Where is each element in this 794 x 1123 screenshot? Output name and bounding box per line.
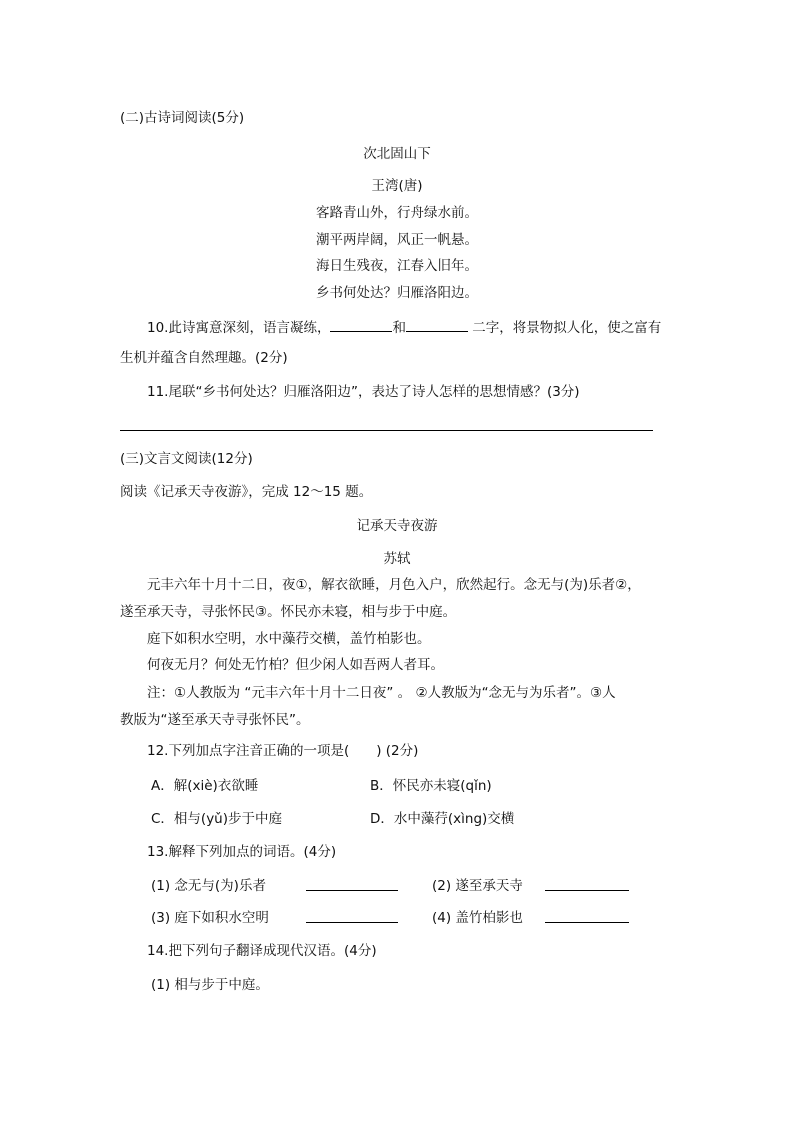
question-12: 12.下列加点字注音正确的一项是( ) (2分) (147, 743, 419, 759)
prose-title: 记承天寺夜游 (356, 518, 438, 534)
q10-text-end: 二字，将景物拟人化，使之富有 (467, 320, 662, 336)
q12-option-d[interactable]: D．水中藻荇(xìng)交横 (370, 811, 515, 827)
prose-author: 苏轼 (383, 551, 411, 567)
question-11: 11.尾联“乡书何处达？归雁洛阳边”，表达了诗人怎样的思想情感？(3分) (147, 384, 580, 400)
poem-line: 客路青山外，行舟绿水前。 (316, 205, 478, 221)
prose-note-cont: 教版为“遂至承天寺寻张怀民”。 (120, 712, 310, 728)
prose-paragraph-1-cont: 遂至承天寺，寻张怀民③。怀民亦未寝，相与步于中庭。 (120, 604, 457, 620)
q13-item: (2) 遂至承天寺 (432, 878, 523, 894)
q13-item: (1) 念无与(为)乐者 (151, 878, 266, 894)
question-10 (147, 317, 661, 337)
question-10-continued: 生机并蕴含自然理趣。(2分) (120, 350, 288, 366)
section2-heading: (二)古诗词阅读(5分) (120, 110, 245, 126)
poem-line: 乡书何处达？归雁洛阳边。 (316, 285, 478, 301)
q10-text-and: 和 (392, 320, 406, 336)
q13-blank[interactable] (545, 908, 629, 923)
q12-option-b[interactable]: B．怀民亦未寝(qǐn) (370, 778, 492, 794)
q12-option-c[interactable]: C．相与(yǔ)步于中庭 (151, 811, 283, 827)
q13-blank[interactable] (545, 876, 629, 891)
section3-heading: (三)文言文阅读(12分) (120, 451, 253, 467)
question-13: 13.解释下列加点的词语。(4分) (147, 844, 337, 860)
q10-text-start: 10.此诗寓意深刻，语言凝练， (147, 320, 331, 336)
q13-blank[interactable] (306, 876, 398, 891)
q14-item: (1) 相与步于中庭。 (151, 977, 269, 993)
q11-answer-line[interactable] (120, 430, 653, 431)
prose-note: 注：①人教版为 “元丰六年十月十二日夜” 。 ②人教版为“念无与为乐者”。③人 (147, 685, 616, 701)
question-14: 14.把下列句子翻译成现代汉语。(4分) (147, 943, 377, 959)
q10-blank-1[interactable] (330, 317, 392, 332)
q12-option-a[interactable]: A．解(xiè)衣欲睡 (151, 778, 259, 794)
q10-blank-2[interactable] (406, 317, 468, 332)
prose-paragraph-2: 庭下如积水空明，水中藻荇交横，盖竹柏影也。 (147, 631, 431, 647)
prose-paragraph-3: 何夜无月？何处无竹柏？但少闲人如吾两人者耳。 (147, 657, 444, 673)
q13-blank[interactable] (306, 908, 398, 923)
poem-line: 海日生残夜，江春入旧年。 (316, 258, 478, 274)
q13-item: (4) 盖竹柏影也 (432, 910, 523, 926)
poem-author: 王湾(唐) (371, 178, 423, 194)
q13-item: (3) 庭下如积水空明 (151, 910, 269, 926)
poem-title: 次北固山下 (363, 146, 431, 162)
section3-intro: 阅读《记承天寺夜游》，完成 12～15 题。 (120, 484, 373, 500)
prose-paragraph-1: 元丰六年十月十二日，夜①，解衣欲睡，月色入户，欣然起行。念无与(为)乐者②， (147, 577, 641, 593)
poem-line: 潮平两岸阔，风正一帆悬。 (316, 232, 478, 248)
